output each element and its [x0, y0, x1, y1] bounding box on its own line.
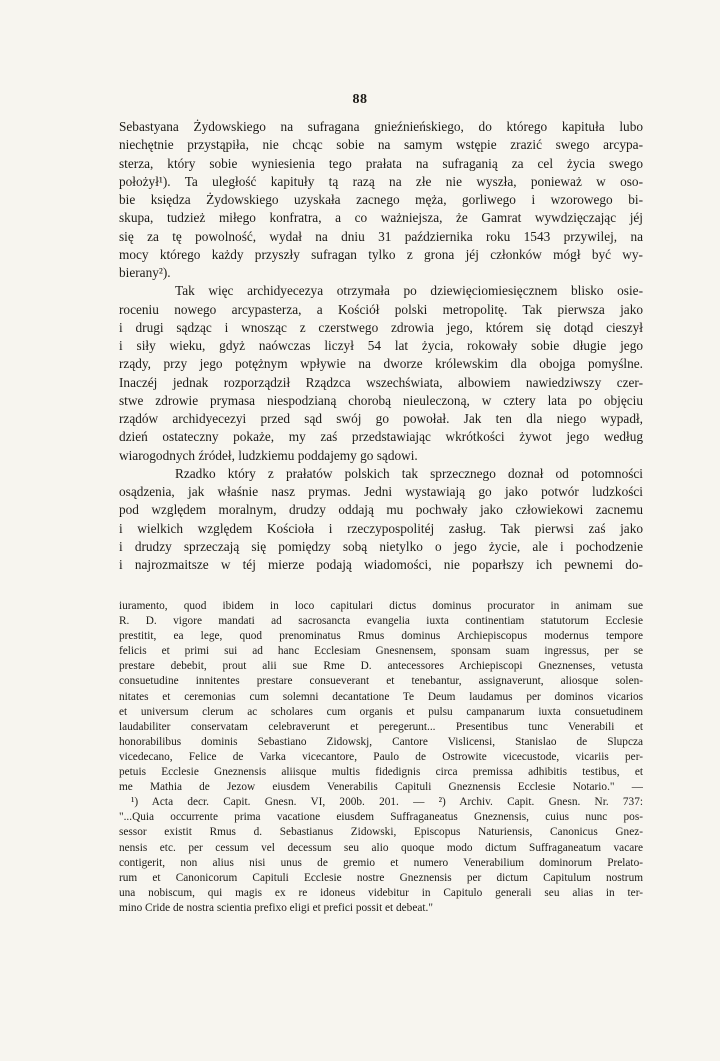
main-text: [119, 118, 643, 574]
main-text-line: i drugi sądząc i wnosząc z czerstwego zdrowia jego, którem się dotąd cieszył: [119, 319, 643, 335]
footnote-line: prestitit, ea lege, quod prenominatus Rmus dominus Archiepiscopus modernus tempore: [119, 630, 643, 643]
main-text-line: mocy którego każdy przyszły sufragan tylko z grona jéj członków mógł być wy-: [119, 246, 643, 262]
page-number: 88: [352, 92, 368, 107]
main-text-line: Rzadko który z prałatów polskich tak sprzecznego doznał od potomności: [175, 465, 643, 481]
footnote-line: et universum clerum ac scholares cum organis et pulsu campanarum iuxta consuetudinem: [119, 705, 643, 718]
footnote-line: vicedecano, Felice de Varka vicecantore, Paulo de Ostrowite vicecustode, vicariis per-: [119, 750, 643, 763]
main-text-line: Sebastyana Żydowskiego na sufragana gnieźnieńskiego, do którego kapituła lubo: [119, 119, 643, 134]
footnote-line: "...Quia occurrente prima vacatione eiusdem Suffraganeatus Gneznensis, cuius nunc pos-: [119, 811, 643, 824]
footnote-line: honorabilibus dominis Sebastiano Zidowskj, Cantore Vislicensi, Stanislao de Slupcza: [119, 735, 643, 748]
main-text-line: stwe zdrowie prymasa niespodzianą chorobą nieuleczoną, w cztery lata po objęciu: [119, 392, 643, 408]
main-text-line: Inaczéj jednak rozporządził Rządzca wszechświata, albowiem nawiedziwszy czer-: [119, 374, 643, 390]
main-text-line: Tak więc archidyecezya otrzymała po dziewięciomiesięcznem blisko osie-: [175, 283, 643, 299]
main-text-line: bie księdza Żydowskiego uzyskała zacnego męża, gorliwego i wzorowego bi-: [119, 192, 643, 207]
footnote-line: contigerit, non alius nisi unus de gremio et numero Venerabilium dominorum Prelato-: [119, 856, 643, 869]
main-text-line: skupa, tudzież miłego konfratra, a co ważniejsza, że Gamrat wywdzięczając jéj: [119, 210, 643, 226]
main-text-line: i siły wieku, gdyż naówczas liczył 54 lat życia, rokowały sobie długie jego: [119, 338, 643, 353]
footnote-line: rum et Canonicorum Capituli Ecclesie nostre Gneznensis per dictum Capitulum nostrum: [119, 871, 643, 884]
main-text-line: roceniu nowego arcypasterza, a Kościół polski metropolitę. Tak pierwsza jako: [119, 301, 643, 317]
footnote-line: consuetudine innitentes prestare consueverant et tenebantur, assignaverunt, aliosque solen-: [119, 675, 643, 688]
footnote-line: petuis Ecclesie Gneznensis aliisque multis fidedignis circa premissa adhibitis testibus, et: [119, 766, 643, 779]
main-text-line: bierany²).: [119, 265, 171, 280]
main-text-line: niechętnie przystąpiła, nie chcąc sobie na samym wstępie zrazić swego arcypa-: [119, 137, 643, 153]
main-text-line: położył¹). Ta uległość kapituły tą razą na złe nie wyszła, ponieważ w oso-: [119, 173, 643, 189]
main-text-line: i drudzy sprzeczają się pomiędzy sobą nietylko o jego życie, ale i pochodzenie: [119, 538, 643, 554]
footnote-line: R. D. vigore mandati ad sacrosancta evangelia iuxta continentiam statutorum Ecclesie: [119, 615, 643, 628]
footnote-line: iuramento, quod ibidem in loco capitulari dictus dominus procurator in animam sue: [119, 600, 643, 612]
main-text-line: pod względem moralnym, drudzy oddają mu pochwały jako człowiekowi zacnemu: [119, 502, 643, 518]
main-text-line: i najrozmaitsze w téj mierze podają wiadomości, nie poparłszy ich pewnemi do-: [119, 557, 643, 572]
main-text-line: rządy, przy jego potężnym wpływie na dworze królewskim dla obojga pomyślne.: [119, 356, 643, 372]
footnote-line: felicis et primi sui ad hanc Ecclesiam Gnesnensem, sponsam suam ingressus, per se: [119, 645, 643, 658]
footnote-line: laudabiliter conservatam celebraverunt et peregerunt... Presentibus tunc Venerabili et: [119, 720, 643, 733]
main-text-line: osądzenia, jak właśnie nasz prymas. Jedni wystawiają go jako potwór ludzkości: [119, 484, 643, 499]
main-text-line: sterza, który sobie wyniesienia tego prałata na sufraganią za cel życia swego: [119, 155, 643, 171]
main-text-line: i wielkich względem Kościoła i rzeczypospolitéj zasług. Tak pierwsi zaś jako: [119, 520, 643, 536]
footnote-line: sessor existit Rmus d. Sebastianus Zidowski, Episcopus Naturiensis, Canonicus Gnez-: [119, 826, 643, 839]
footnote-line: mino Cride de nostra scientia prefixo eligi et prefici possit et debeat.": [119, 901, 433, 914]
main-text-line: dzień ostateczny pokaże, my zaś przedstawiając wkrótkości żywot jego według: [119, 429, 643, 445]
main-text-line: wiarogodnych źródeł, ludzkiemu poddajemy go sądowi.: [119, 447, 418, 463]
main-text-line: się za tę powolność, wydał na dniu 31 października roku 1543 przywilej, na: [119, 228, 643, 244]
footnote-line: prestare debebit, prout alii sue Rme D. antecessores Archiepiscopi Gneznenses, vetusta: [119, 660, 643, 673]
footnote-line: nitates et ceremonias cum solemni decantatione Te Deum laudamus per dominos vicarios: [119, 690, 643, 703]
footnotes: [119, 599, 643, 916]
footnote-line: me Mathia de Jezow eiusdem Venerabilis Capituli Gneznensis Ecclesie Notario." —: [119, 781, 643, 794]
footnote-line: nensis etc. per cessum vel decessum seu alio quoque modo dictum Suffraganeatum vacare: [119, 841, 643, 854]
footnote-line: ¹) Acta decr. Capit. Gnesn. VI, 200b. 201. — ²) Archiv. Capit. Gnesn. Nr. 737:: [131, 796, 643, 809]
footnote-line: una nobiscum, qui magis ex re idoneus videbitur in Capitulo generali seu alias in ter-: [119, 886, 643, 899]
main-text-line: rządów archidyecezyi przed sąd swój go powołał. Jak ten dla niego wypadł,: [119, 411, 643, 426]
